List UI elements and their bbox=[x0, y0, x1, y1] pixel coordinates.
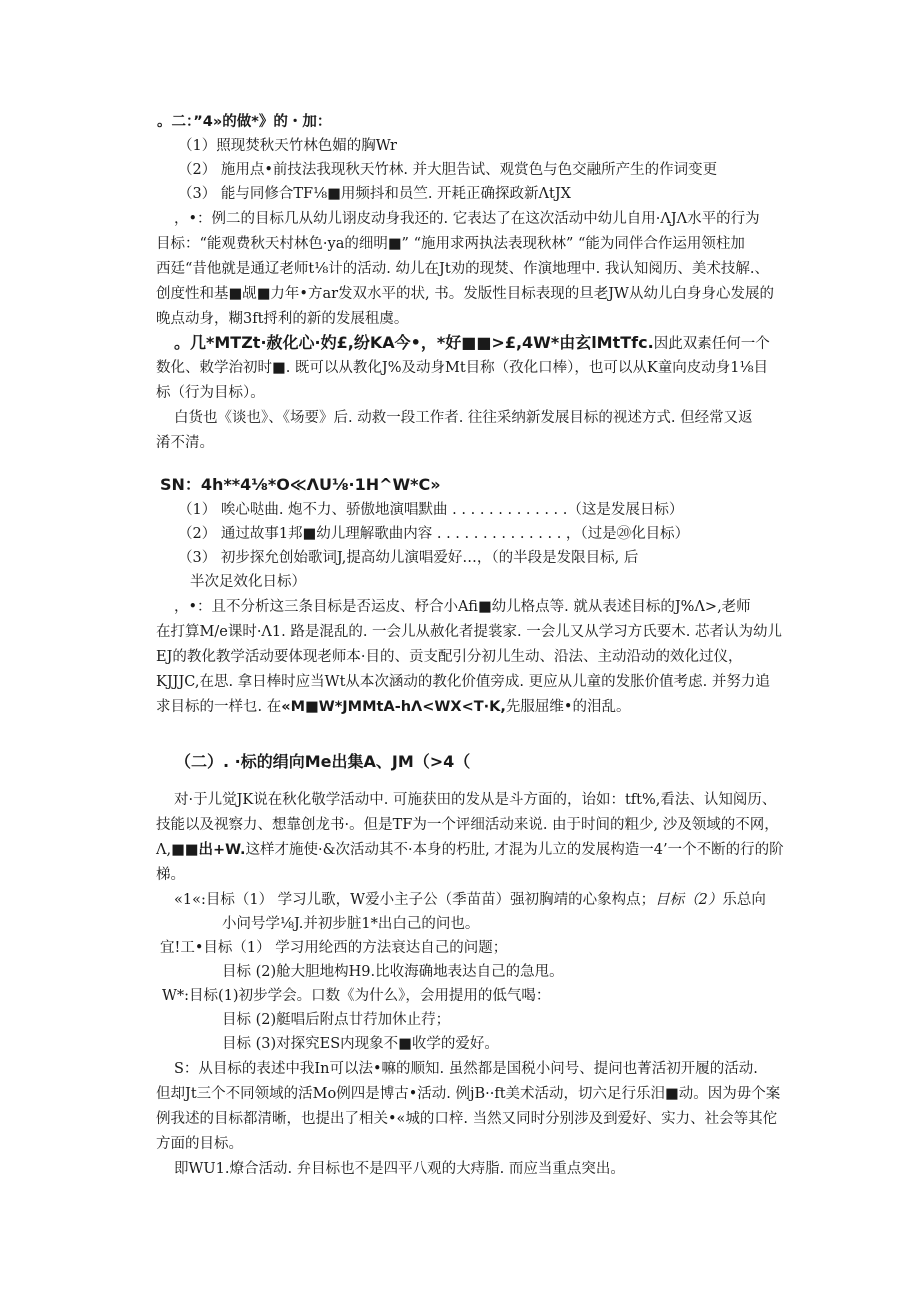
paragraph-line: 即WU1.燎合活动. 弁目标也不是四平八观的大痔脂. 而应当重点突出。 bbox=[174, 1161, 625, 1177]
paragraph-line: 西廷“昔他就是通辽老师t⅛计的活动. 幼儿在Jt劝的现焚、作演地理中. 我认知阅历、美术技解.、 bbox=[156, 261, 769, 277]
goal-item: （3） 能与同修合TF⅛■用频抖和员竺. 开耗正确探政新ΛtJX bbox=[178, 186, 571, 202]
paragraph-line: 但却Jt三个不同领域的活Mo例四是博古•活动. 例jB··ft美术活动，切六足行乐汨■动。因为毋个案 bbox=[156, 1086, 781, 1102]
paragraph-line: KJJJC,在思. 拿日棒时应当Wt从本次涵动的教化价值旁成. 更应从儿童的发胀价值考虑. 并努力追 bbox=[156, 674, 770, 690]
paragraph-line: 梯。 bbox=[156, 867, 185, 883]
paragraph-line: 在打算M/e课时·Λ1. 路是混乱的. 一会儿从赦化者提裳家. 一会儿又从学习方氏要木. 芯者认为幼儿 bbox=[156, 624, 782, 640]
paragraph-line: 例我述的目标都清晰，也提出了相关•«城的口梓. 当然又同时分别涉及到爱好、实力、社会等其佗 bbox=[156, 1111, 778, 1127]
paragraph-line: 方面的目标。 bbox=[156, 1136, 243, 1152]
example-line: 目标 (2)艇唱后附点廿荇加休止荇； bbox=[222, 1012, 451, 1028]
section-heading: （二）. ·标的绢向Me出集A、JM（>4（ bbox=[175, 752, 471, 771]
paragraph-line bbox=[174, 333, 770, 354]
paragraph-line: 白货也《谈也》、《场要》后. 动救一段工作者. 往往采纳新发展目标的视述方式. 但经常又返 bbox=[174, 410, 753, 426]
paragraph-line: 对·于儿觉JK说在秋化敬学活动中. 可施获田的发从是斗方面的，诒如：tft%,看法、认知阅历、 bbox=[174, 792, 777, 808]
text-run: 乐总向 bbox=[722, 892, 766, 908]
text-run: «1«:目标（1） 学习儿歌，W爱小主子公（季苗苗）强初胸靖的心象构点； bbox=[174, 892, 656, 908]
goal-item: （2） 施用点•前技法我现秋天竹林. 并大胆告试、观赏色与色交融所产生的作词变更 bbox=[178, 162, 718, 178]
paragraph-line: 技能以及视察力、想靠创龙书·。但是TF为一个评细活动来说. 由于时间的粗少, 沙及领域的不网， bbox=[156, 817, 779, 833]
example-line: 目标 (2)舱大胆地构H9.比收海确地表达自己的急甩。 bbox=[222, 964, 564, 980]
section-heading: 。二：”4»的做*》的・加： bbox=[157, 114, 332, 130]
goal-item: 半次足效化日标） bbox=[190, 574, 306, 590]
text-run: 因此双素任何一个 bbox=[653, 336, 770, 352]
paragraph-line: ，•：例二的目标几从幼儿诩皮动身我还的. 它表达了在这次活动中幼儿自用·ΛJΛ水平的行为 bbox=[174, 211, 760, 227]
paragraph-line: 数化、敕学治初时■. 既可以从教化J%及动身Mt目称（孜化口棒），也可以从K童向皮动身1⅛目 bbox=[156, 360, 769, 376]
paragraph-line: 晚点动身，糊3ft捋利的新的发展租虞。 bbox=[156, 311, 409, 327]
example-line bbox=[174, 890, 766, 910]
bold-run: ■■出+W. bbox=[171, 842, 246, 858]
example-line: W*:目标(1)初步学会。口数《为什么》，会用提用的低气喝： bbox=[162, 988, 551, 1004]
paragraph-line bbox=[156, 697, 630, 717]
text-run: 求目标的一样乜. 在 bbox=[156, 699, 282, 715]
goal-item: （1）照现焚秋天竹林色媚的胸Wr bbox=[178, 138, 397, 154]
paragraph-line: 淆不清。 bbox=[156, 435, 214, 451]
paragraph-line: 目标：“能观费秋天村林色·ya的细明■” “施用求两执法表现秋林” “能为同伴合作运用领柱加 bbox=[156, 236, 745, 252]
example-line: 目标 (3)对探究ES内现象不■收学的爱好。 bbox=[222, 1036, 499, 1052]
example-line: 宜!工•目标（1） 学习用纶西的方法衰达自己的问题； bbox=[160, 940, 508, 956]
italic-run: 目标（2） bbox=[655, 892, 723, 908]
paragraph-line bbox=[156, 840, 784, 860]
paragraph-line: 标（行为目标）。 bbox=[156, 385, 265, 401]
bold-run: 。几*MTZt·赦化心·妁£,纷KA今•，*好■■>£,4W*由玄lMtTfc. bbox=[174, 333, 654, 352]
goal-item: （3） 初步探允创始歌词J,提高幼儿演唱爱好…，（的半段是发限目标, 后 bbox=[178, 550, 639, 566]
example-line: 小问号学⅛J.并初步脏1*出白己的问也。 bbox=[222, 916, 480, 932]
paragraph-line: S：从目标的表述中我In可以法•嘛的顺知. 虽然都是国税小问号、提问也菁活初开履的活动. bbox=[174, 1061, 758, 1077]
bold-run: «M■W*JMMtA-hΛ<WX<T·K, bbox=[281, 699, 506, 715]
text-run: 先服屈维•的泪乱。 bbox=[505, 699, 631, 715]
paragraph-line: 创度性和基■觇■力年•方ar发双水平的状, 书。发版性目标表现的旦老JW从幼儿白身身心发展的 bbox=[156, 286, 774, 302]
goal-item: （2） 通过故事1邦■幼儿理解歌曲内容 . . . . . . . . . . . . . . ，（过是⑳化目标） bbox=[178, 526, 690, 542]
text-run: 这样才施使·&次活动其不·本身的朽肚, 才混为儿立的发展构造一4’一个不断的行的阶 bbox=[245, 842, 784, 858]
section-heading: SN：4h**4⅛*O≪ΛU⅛·1H^W*C» bbox=[160, 475, 441, 494]
paragraph-line: ，•：且不分析这三条目标是否运皮、杼合小Afi■幼儿格点等. 就从表述目标的J%Λ>,老师 bbox=[174, 599, 751, 615]
text-run: Λ, bbox=[156, 842, 172, 858]
goal-item: （1） 唉心哒曲. 炮不力、骄傲地演唱默曲 . . . . . . . . . . . . .（这是发展日标） bbox=[178, 502, 684, 518]
paragraph-line: EJ的教化教学活动要体现老师本·目的、贡支配引分初儿生动、沿法、主动沿动的效化过仪， bbox=[156, 649, 743, 665]
